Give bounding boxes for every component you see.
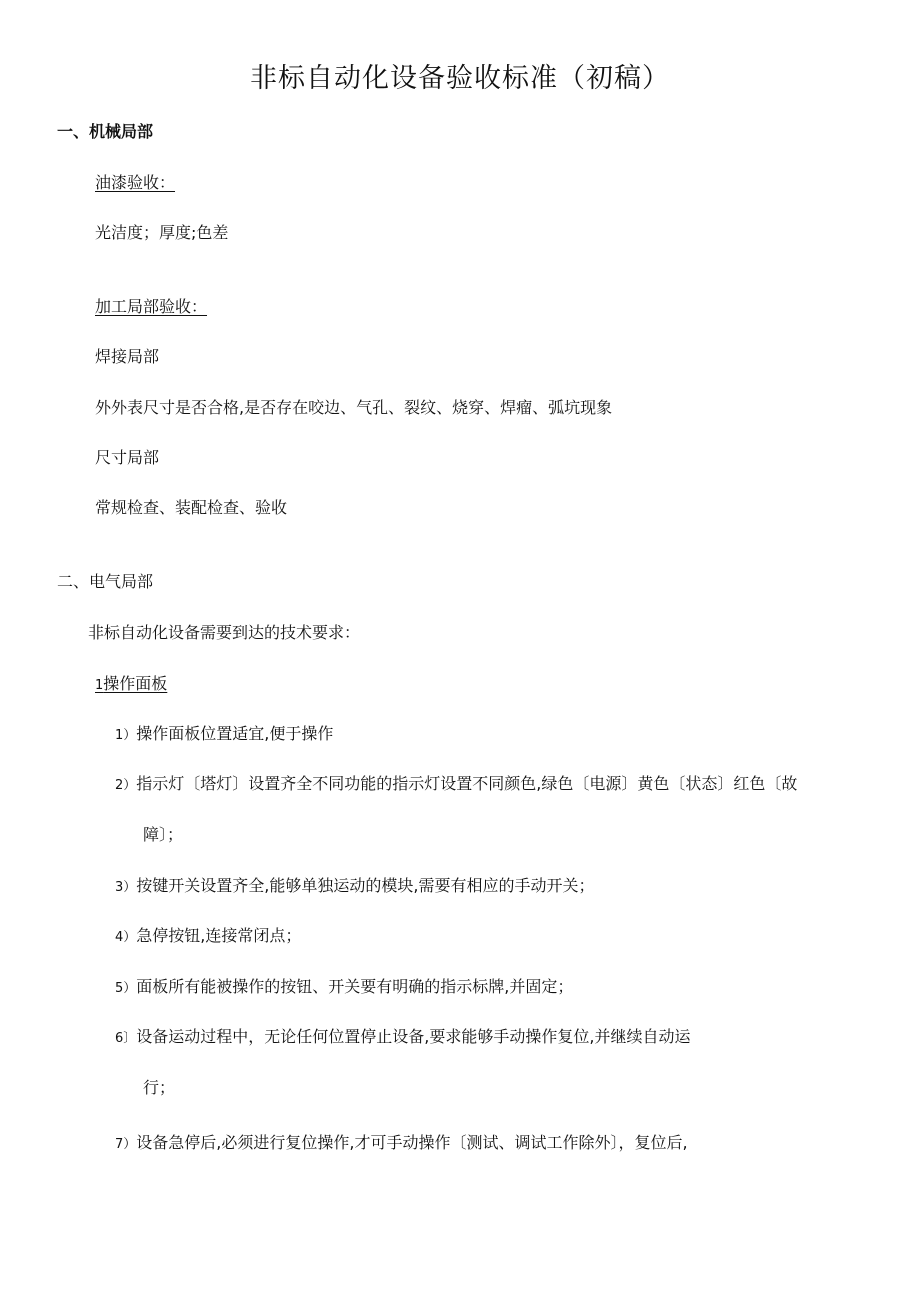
list-item-number: 4） <box>115 930 137 945</box>
section2-intro: 非标自动化设备需要到达的技术要求： <box>88 623 361 642</box>
list-item <box>115 724 333 746</box>
welding-label: 焊接局部 <box>95 347 160 366</box>
operation-panel-label <box>95 674 167 696</box>
paint-acceptance-label: 油漆验收： <box>95 173 176 192</box>
operation-panel-number: 1 <box>95 678 104 693</box>
list-item-text: 指示灯〔塔灯〕设置齐全不同功能的指示灯设置不同颜色,绿色〔电源〕黄色〔状态〕红色〔故 <box>136 774 798 793</box>
list-item-number: 3） <box>115 880 137 895</box>
list-item <box>115 926 301 948</box>
list-item <box>115 977 573 999</box>
list-item-text: 操作面板位置适宜,便于操作 <box>136 724 334 743</box>
list-item-number: 5） <box>115 981 137 996</box>
list-item-continuation: 障〕； <box>143 825 184 844</box>
dimension-label: 尺寸局部 <box>95 448 160 467</box>
welding-text: 外外表尺寸是否合格,是否存在咬边、气孔、裂纹、烧穿、焊瘤、弧坑现象 <box>95 398 613 417</box>
document-title: 非标自动化设备验收标准（初稿） <box>250 63 670 94</box>
dimension-text: 常规检查、装配检查、验收 <box>95 498 288 517</box>
list-item <box>115 1027 690 1049</box>
section1-heading: 一、机械局部 <box>57 122 154 141</box>
machining-acceptance-label: 加工局部验收： <box>95 297 208 316</box>
paint-acceptance-items: 光洁度；厚度;色差 <box>95 223 229 242</box>
list-item <box>115 1133 688 1155</box>
list-item-text: 急停按钮,连接常闭点； <box>136 926 302 945</box>
list-item-text: 按键开关设置齐全,能够单独运动的模块,需要有相应的手动开关； <box>136 876 595 895</box>
list-item-text: 面板所有能被操作的按钮、开关要有明确的指示标牌,并固定； <box>136 977 574 996</box>
list-item-continuation: 行； <box>143 1078 176 1097</box>
list-item-text: 设备急停后,必须进行复位操作,才可手动操作〔测试、调试工作除外〕，复位后, <box>136 1133 688 1152</box>
list-item-number: 6〕 <box>115 1031 137 1046</box>
list-item-number: 7） <box>115 1137 137 1152</box>
list-item-number: 1） <box>115 728 137 743</box>
operation-panel-text: 操作面板 <box>103 674 168 693</box>
list-item-number: 2） <box>115 778 137 793</box>
section2-heading: 二、电气局部 <box>57 572 154 591</box>
list-item-text: 设备运动过程中，无论任何位置停止设备,要求能够手动操作复位,并继续自动运 <box>136 1027 691 1046</box>
list-item <box>115 876 594 898</box>
list-item <box>115 774 797 796</box>
